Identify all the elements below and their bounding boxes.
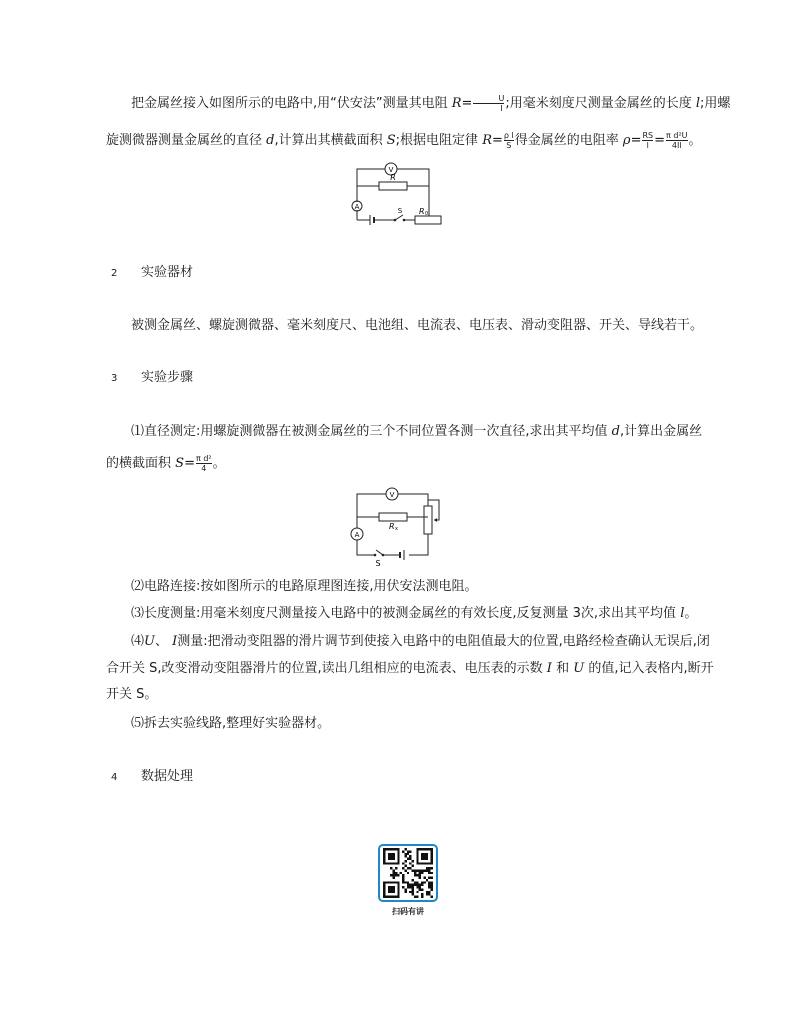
rheostat <box>424 506 432 534</box>
intro-paragraph-line1 <box>106 93 731 114</box>
rheostat-slider <box>428 500 439 520</box>
voltmeter-label: V <box>388 166 394 174</box>
var-R: R <box>451 96 462 111</box>
var-rho: ρ <box>622 133 631 148</box>
equipment-list <box>106 315 704 336</box>
step-1-line2 <box>106 453 696 474</box>
switch-contact <box>403 219 406 222</box>
text: 合开关 S,改变滑动变阻器滑片的位置,读出几组相应的电流表、电压表的示数 <box>106 661 543 676</box>
step-5 <box>106 713 696 734</box>
fraction-U-over-I <box>473 94 504 113</box>
text: 得金属丝的电阻率 <box>514 133 619 148</box>
equals: = <box>630 133 642 148</box>
resistor-label: R <box>390 173 396 182</box>
switch-blade <box>395 215 403 220</box>
wire <box>398 494 428 500</box>
text: 测量:把滑动变阻器的滑片调节到使接入电路中的电阻值最大的位置,电路经检查确认无误后,闭 <box>177 634 710 649</box>
denominator: l <box>642 140 653 150</box>
text: 被测金属丝、螺旋测微器、毫米刻度尺、电池组、电流表、电压表、滑动变阻器、开关、导线若干。 <box>131 318 704 333</box>
text: 把金属丝接入如图所示的电路中,用“伏安法”测量其电阻 <box>131 96 448 111</box>
ammeter-label: A <box>354 531 360 539</box>
wire <box>409 534 428 555</box>
text: 开关 S。 <box>106 687 158 702</box>
section-number: 4 <box>111 772 118 783</box>
resistor-label: R <box>389 522 395 531</box>
section-number: 3 <box>111 373 118 384</box>
rheostat-label-subscript: 0 <box>425 211 429 217</box>
text: 和 <box>556 661 570 676</box>
numerator: U <box>498 94 505 103</box>
var-d: d <box>611 424 620 439</box>
resistor-Rx <box>379 513 407 521</box>
slider-arrow <box>434 518 437 522</box>
circuit-diagram-1 <box>345 158 445 228</box>
var-d: d <box>266 133 275 148</box>
var-I: I <box>546 661 552 676</box>
text: 旋测微器测量金属丝的直径 <box>106 133 263 148</box>
circuit-diagram-2 <box>343 484 445 570</box>
wire <box>357 494 386 528</box>
equals: = <box>461 96 473 111</box>
section-heading-3 <box>111 366 193 385</box>
numerator: ρ l <box>503 131 514 140</box>
equals: = <box>654 133 666 148</box>
var-S: S <box>175 456 185 471</box>
fraction-area <box>196 454 212 473</box>
equals: = <box>184 456 195 471</box>
text: 的横截面积 <box>106 456 172 471</box>
rheostat-label: R <box>419 207 425 216</box>
step-4-line2 <box>106 658 714 679</box>
var-U: U <box>144 634 155 649</box>
text: ,计算出金属丝 <box>619 424 703 439</box>
denominator: S <box>504 140 514 150</box>
denominator: I <box>473 103 504 113</box>
qr-code-frame[interactable] <box>378 844 438 902</box>
section-number: 2 <box>111 268 118 279</box>
step-1-line1 <box>106 421 703 442</box>
equals: = <box>492 133 503 148</box>
text: 。 <box>212 456 226 471</box>
step-3 <box>106 603 696 624</box>
numerator: π d² <box>195 454 212 463</box>
voltmeter-label: V <box>389 491 395 499</box>
var-R: R <box>482 133 492 148</box>
numerator: π d²U <box>666 131 688 140</box>
ammeter-label: A <box>354 203 360 211</box>
switch-contact <box>374 554 377 557</box>
text: 的值,记入表格内,断开 <box>588 661 714 676</box>
var-l: l <box>680 606 685 621</box>
section-title: 数据处理 <box>141 769 194 784</box>
var-l: l <box>695 96 701 111</box>
text: 。 <box>688 133 702 148</box>
text: 、 <box>154 634 168 649</box>
var-U: U <box>573 661 585 676</box>
switch-contact <box>394 219 397 222</box>
text: ⑸拆去实验线路,整理好实验器材。 <box>131 716 331 731</box>
text: ⑵电路连接:按如图所示的电路原理图连接,用伏安法测电阻。 <box>131 579 478 594</box>
switch-label: S <box>375 559 381 568</box>
wire <box>357 540 374 555</box>
rheostat-R0 <box>415 216 441 224</box>
text: 。 <box>684 606 698 621</box>
resistor-R <box>379 182 407 190</box>
qr-caption: 扫码有讲 <box>392 907 424 916</box>
text: ,计算出其横截面积 <box>274 133 383 148</box>
qr-code-icon <box>382 848 434 898</box>
section-title: 实验器材 <box>141 265 194 280</box>
text: ⑴直径测定:用螺旋测微器在被测金属丝的三个不同位置各测一次直径,求出其平均值 <box>131 424 608 439</box>
step-2 <box>106 576 696 597</box>
numerator: RS <box>642 131 654 140</box>
switch-label: S <box>397 207 403 215</box>
intro-paragraph-line2 <box>106 130 702 151</box>
resistor-label-subscript: x <box>395 526 398 532</box>
denominator: 4Il <box>666 140 688 150</box>
text: ;用毫米刻度尺测量金属丝的长度 <box>505 96 692 111</box>
var-S: S <box>386 133 396 148</box>
text: ;根据电阻定律 <box>395 133 479 148</box>
var-I: I <box>172 634 178 649</box>
fraction-rho-l-over-S <box>504 131 514 150</box>
text: ;用螺 <box>700 96 731 111</box>
fraction-resistivity <box>666 131 688 150</box>
switch-contact <box>382 554 385 557</box>
text: ⑷ <box>131 634 145 649</box>
step-4-line3 <box>106 684 696 705</box>
text: ⑶长度测量:用毫米刻度尺测量接入电路中的被测金属丝的有效长度,反复测量 3次,求出其平均值 <box>131 606 677 621</box>
section-heading-4 <box>111 765 193 784</box>
section-heading-2 <box>111 261 193 280</box>
section-title: 实验步骤 <box>141 370 194 385</box>
step-4-line1 <box>106 631 710 652</box>
denominator: 4 <box>196 463 212 473</box>
fraction-RS-over-l <box>642 131 653 150</box>
